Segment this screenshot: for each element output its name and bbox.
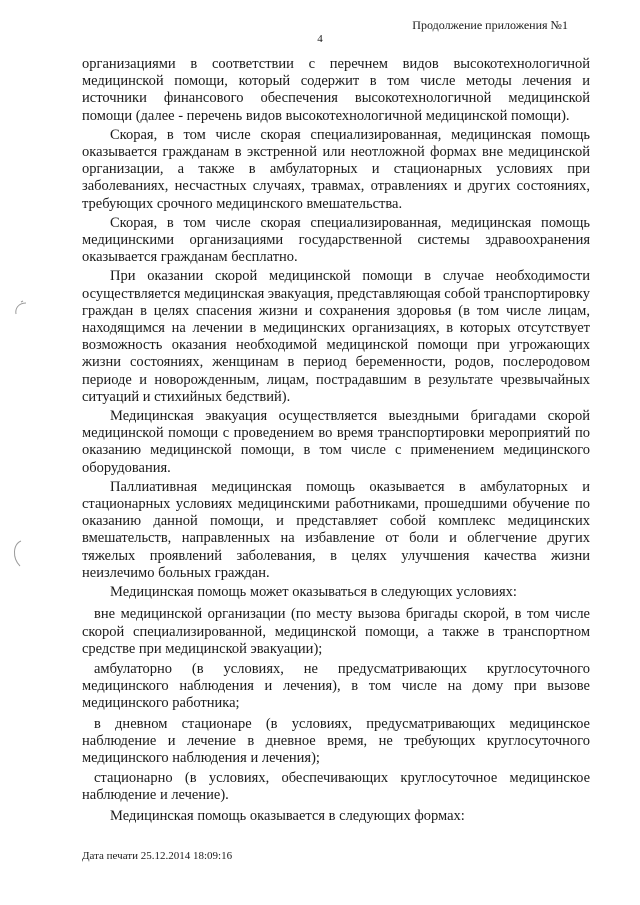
scan-mark-bottom	[8, 538, 26, 570]
paragraph-evacuation-brigades: Медицинская эвакуация осуществляется выездными бригадами скорой медицинской помощи с проведением во время транспортировки мероприятий по оказанию медицинской помощи, в том числе с применением медицинского оборудования.	[82, 408, 590, 476]
condition-day-hospital: в дневном стационаре (в условиях, предусматривающих медицинское наблюдение и лечение в дневное время, не требующих круглосуточного медицинского наблюдения и лечения);	[82, 715, 590, 766]
print-date-footer: Дата печати 25.12.2014 18:09:16	[82, 850, 233, 862]
appendix-header: Продолжение приложения №1	[412, 18, 568, 32]
paragraph-evacuation: При оказании скорой медицинской помощи в случае необходимости осуществляется медицинская эвакуация, представляющая собой транспортировку граждан в целях спасения жизни и сохранения здоровья (в том числе лицам, находящимся на лечении в медицинских организациях, в которых отсутствует возможность оказания необходимой медицинской помощи при угрожающих жизни состояниях, женщинам в период беременности, родов, послеродовом периоде и новорожденным, лицам, пострадавшим в результате чрезвычайных ситуаций и стихийных бедствий).	[82, 268, 590, 405]
paragraph-palliative-care: Паллиативная медицинская помощь оказывается в амбулаторных и стационарных условиях медицинскими работниками, прошедшими обучение по оказанию данной помощи, и представляет собой комплекс медицинских вмешательств, направленных на избавление от боли и облегчение других тяжелых проявлений заболевания, в целях улучшения качества жизни неизлечимо больных граждан.	[82, 478, 590, 581]
condition-outside-organization: вне медицинской организации (по месту вызова бригады скорой, в том числе скорой специализированной, медицинской помощи, а также в транспортном средстве при медицинской эвакуации);	[82, 606, 590, 657]
scan-mark-top	[12, 300, 30, 322]
document-body	[82, 56, 590, 827]
paragraph-forms-intro: Медицинская помощь оказывается в следующих формах:	[110, 807, 465, 824]
paragraph-conditions-intro: Медицинская помощь может оказываться в следующих условиях:	[110, 584, 517, 601]
condition-outpatient: амбулаторно (в условиях, не предусматривающих круглосуточного медицинского наблюдения и лечения), в том числе на дому при вызове медицинского работника;	[82, 660, 590, 712]
condition-inpatient: стационарно (в условиях, обеспечивающих круглосуточное медицинское наблюдение и лечение).	[82, 770, 590, 804]
page-number: 4	[317, 33, 323, 45]
paragraph-emergency-free: Скорая, в том числе скорая специализированная, медицинская помощь медицинскими организациями государственной системы здравоохранения оказывается гражданам бесплатно.	[82, 214, 590, 266]
paragraph-emergency-care: Скорая, в том числе скорая специализированная, медицинская помощь оказывается гражданам в экстренной или неотложной формах вне медицинской организации, а также в амбулаторных и стационарных условиях при заболеваниях, несчастных случаях, травмах, отравлениях и других состояниях, требующих срочного медицинского вмешательства.	[82, 126, 590, 212]
paragraph-continuation: организациями в соответствии с перечнем видов высокотехнологичной медицинской помощи, который содержит в том числе методы лечения и источники финансового обеспечения высокотехнологичной медицинской помощи (далее - перечень видов высокотехнологичной медицинской помощи).	[82, 56, 590, 124]
